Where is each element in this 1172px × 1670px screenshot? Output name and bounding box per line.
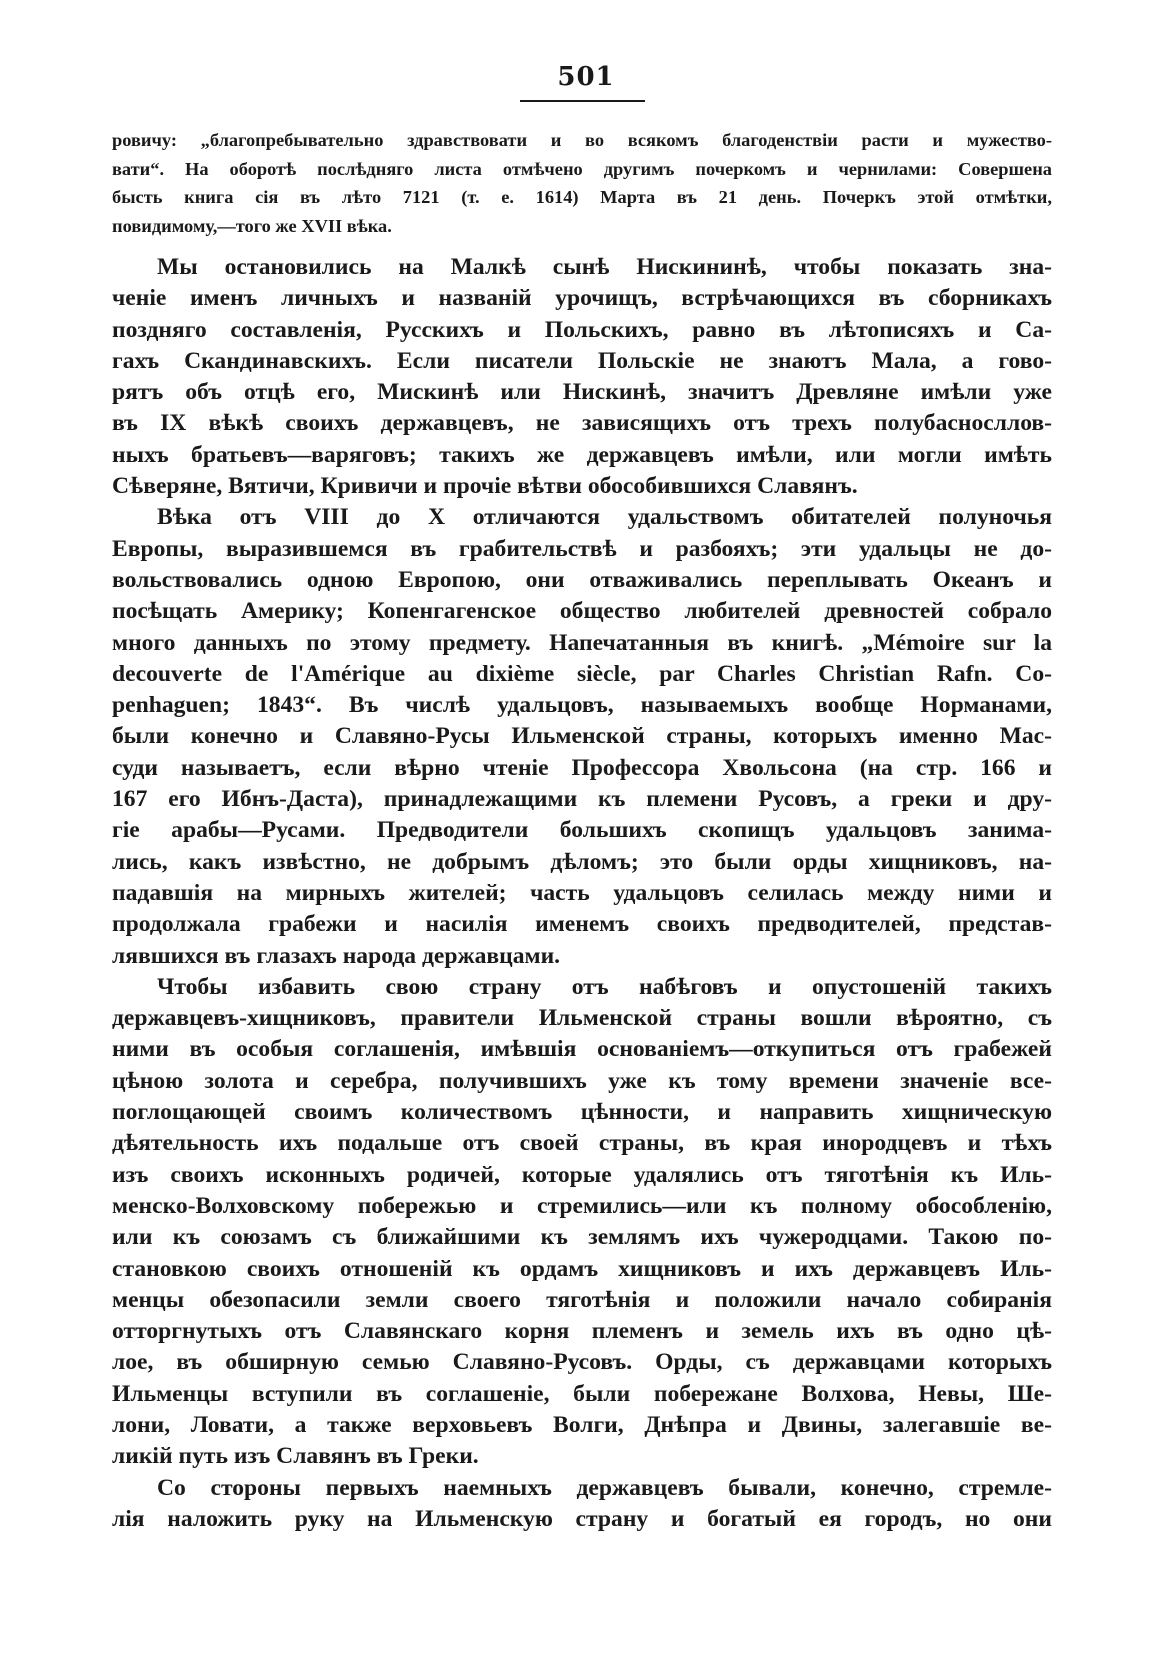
- text-line: менцы обезопасили земли своего тяготѣнія и положили начало собиранія: [112, 1286, 1052, 1313]
- text-line: поглощающей своимъ количествомъ цѣнности, и направить хищническую: [112, 1099, 1052, 1126]
- text-line: лое, въ обширную семью Славяно-Русовъ. Орды, съ державцами которыхъ: [112, 1349, 1052, 1376]
- text-line: посѣщать Америку; Копенгагенское общество любителей древностей собрало: [112, 598, 1052, 625]
- text-line: penhaguen; 1843“. Въ числѣ удальцовъ, называемыхъ вообще Норманами,: [112, 692, 1052, 719]
- text-line: Со стороны первыхъ наемныхъ державцевъ бывали, конечно, стремле-: [157, 1474, 1052, 1501]
- text-line: Мы остановились на Малкѣ сынѣ Нискининѣ, чтобы показать зна-: [157, 254, 1052, 280]
- text-line: ними въ особыя соглашенія, имѣвшія основаніемъ—откупиться отъ грабежей: [112, 1036, 1052, 1063]
- text-line: поздняго составленія, Русскихъ и Польскихъ, равно въ лѣтописяхъ и Са-: [112, 316, 1052, 343]
- text-line: падавшія на мирныхъ жителей; часть удальцовъ селилась между ними и: [112, 879, 1052, 906]
- text-line: продолжала грабежи и насилія именемъ своихъ предводителей, представ-: [112, 911, 1052, 938]
- text-line: были конечно и Славяно-Русы Ильменской страны, которыхъ именно Мас-: [112, 723, 1052, 750]
- text-line: лявшихся въ глазахъ народа державцами.: [112, 942, 561, 969]
- text-line: Ильменцы вступили въ соглашеніе, были побережане Волхова, Невы, Ше-: [112, 1380, 1052, 1407]
- text-line: 167 его Ибнъ-Даста), принадлежащими къ племени Русовъ, а греки и дру-: [112, 786, 1052, 813]
- text-line: лись, какъ извѣстно, не добрымъ дѣломъ; это были орды хищниковъ, на-: [112, 848, 1052, 875]
- text-line: вольствовались одною Европою, они отваживались переплывать Океанъ и: [112, 566, 1052, 593]
- text-line: дѣятельность ихъ подальше отъ своей страны, въ края инородцевъ и тѣхъ: [112, 1130, 1052, 1157]
- footnote-line: вати“. На оборотѣ послѣдняго листа отмѣчено другимъ почеркомъ и чернилами: Совершена: [112, 158, 1052, 179]
- text-line: гіе арабы—Русами. Предводители большихъ скопищъ удальцовъ занима-: [112, 817, 1052, 844]
- text-line: лони, Ловати, а также верховьевъ Волги, Днѣпра и Двины, залегавшіе ве-: [112, 1411, 1052, 1438]
- text-line: въ IX вѣкѣ своихъ державцевъ, не зависящихъ отъ трехъ полубасносллов-: [112, 410, 1052, 437]
- main-text: [112, 252, 1052, 1535]
- text-line: Вѣка отъ VIII до X отличаются удальствомъ обитателей полуночья: [157, 504, 1052, 531]
- text-line: ныхъ братьевъ—варяговъ; такихъ же державцевъ имѣли, или могли имѣть: [112, 441, 1052, 468]
- text-line: гахъ Скандинавскихъ. Если писатели Польскіе не знаютъ Мала, а гово-: [112, 347, 1052, 374]
- text-line: менско-Волховскому побережью и стремились—или къ полному обособленію,: [112, 1192, 1052, 1219]
- text-line: лія наложить руку на Ильменскую страну и богатый ея городъ, но они: [112, 1505, 1052, 1532]
- text-line: Сѣверяне, Вятичи, Кривичи и прочіе вѣтви обособившихся Славянъ.: [112, 473, 858, 500]
- footnote-line: ровичу: „благопребывательно здравствовати и во всякомъ благоденствіи расти и мужество-: [112, 130, 1052, 150]
- text-line: ченіе именъ личныхъ и названій урочищъ, встрѣчающихся въ сборникахъ: [112, 285, 1052, 312]
- footnote-line: повидимому,—того же XVII вѣка.: [112, 215, 392, 236]
- footnote-block: [112, 126, 1052, 240]
- text-line: рятъ объ отцѣ его, Мискинѣ или Нискинѣ, значитъ Древляне имѣли уже: [112, 379, 1052, 406]
- text-line: Европы, выразившемся въ грабительствѣ и разбояхъ; эти удальцы не до-: [112, 535, 1052, 562]
- text-line: ликій путь изъ Славянъ въ Греки.: [112, 1443, 479, 1470]
- text-line: много данныхъ по этому предмету. Напечатанныя въ книгѣ. „Mémoire sur la: [112, 629, 1052, 656]
- text-line: становкою своихъ отношеній къ ордамъ хищниковъ и ихъ державцевъ Иль-: [112, 1255, 1052, 1282]
- text-line: цѣною золота и серебра, получившихъ уже къ тому времени значеніе все-: [112, 1067, 1052, 1094]
- page-number: 501: [557, 62, 615, 92]
- text-line: изъ своихъ исконныхъ родичей, которые удалялись отъ тяготѣнія къ Иль-: [112, 1161, 1052, 1188]
- header-rule: [520, 100, 645, 102]
- text-line: державцевъ-хищниковъ, правители Ильменской страны вошли вѣроятно, съ: [112, 1005, 1052, 1032]
- text-line: отторгнутыхъ отъ Славянскаго корня племенъ и земель ихъ въ одно цѣ-: [112, 1318, 1052, 1345]
- text-line: суди называетъ, если вѣрно чтеніе Профессора Хвольсона (на стр. 166 и: [112, 754, 1052, 781]
- text-line: Чтобы избавить свою страну отъ набѣговъ и опустошеній такихъ: [157, 973, 1052, 1000]
- text-line: decouverte de l'Amérique au dixième siècle, par Charles Christian Rafn. Co-: [112, 660, 1052, 687]
- footnote-line: бысть книга сія въ лѣто 7121 (т. е. 1614) Марта въ 21 день. Почеркъ этой отмѣтки,: [112, 187, 1052, 208]
- text-line: или къ союзамъ съ ближайшими къ землямъ ихъ чужеродцами. Такою по-: [112, 1224, 1052, 1251]
